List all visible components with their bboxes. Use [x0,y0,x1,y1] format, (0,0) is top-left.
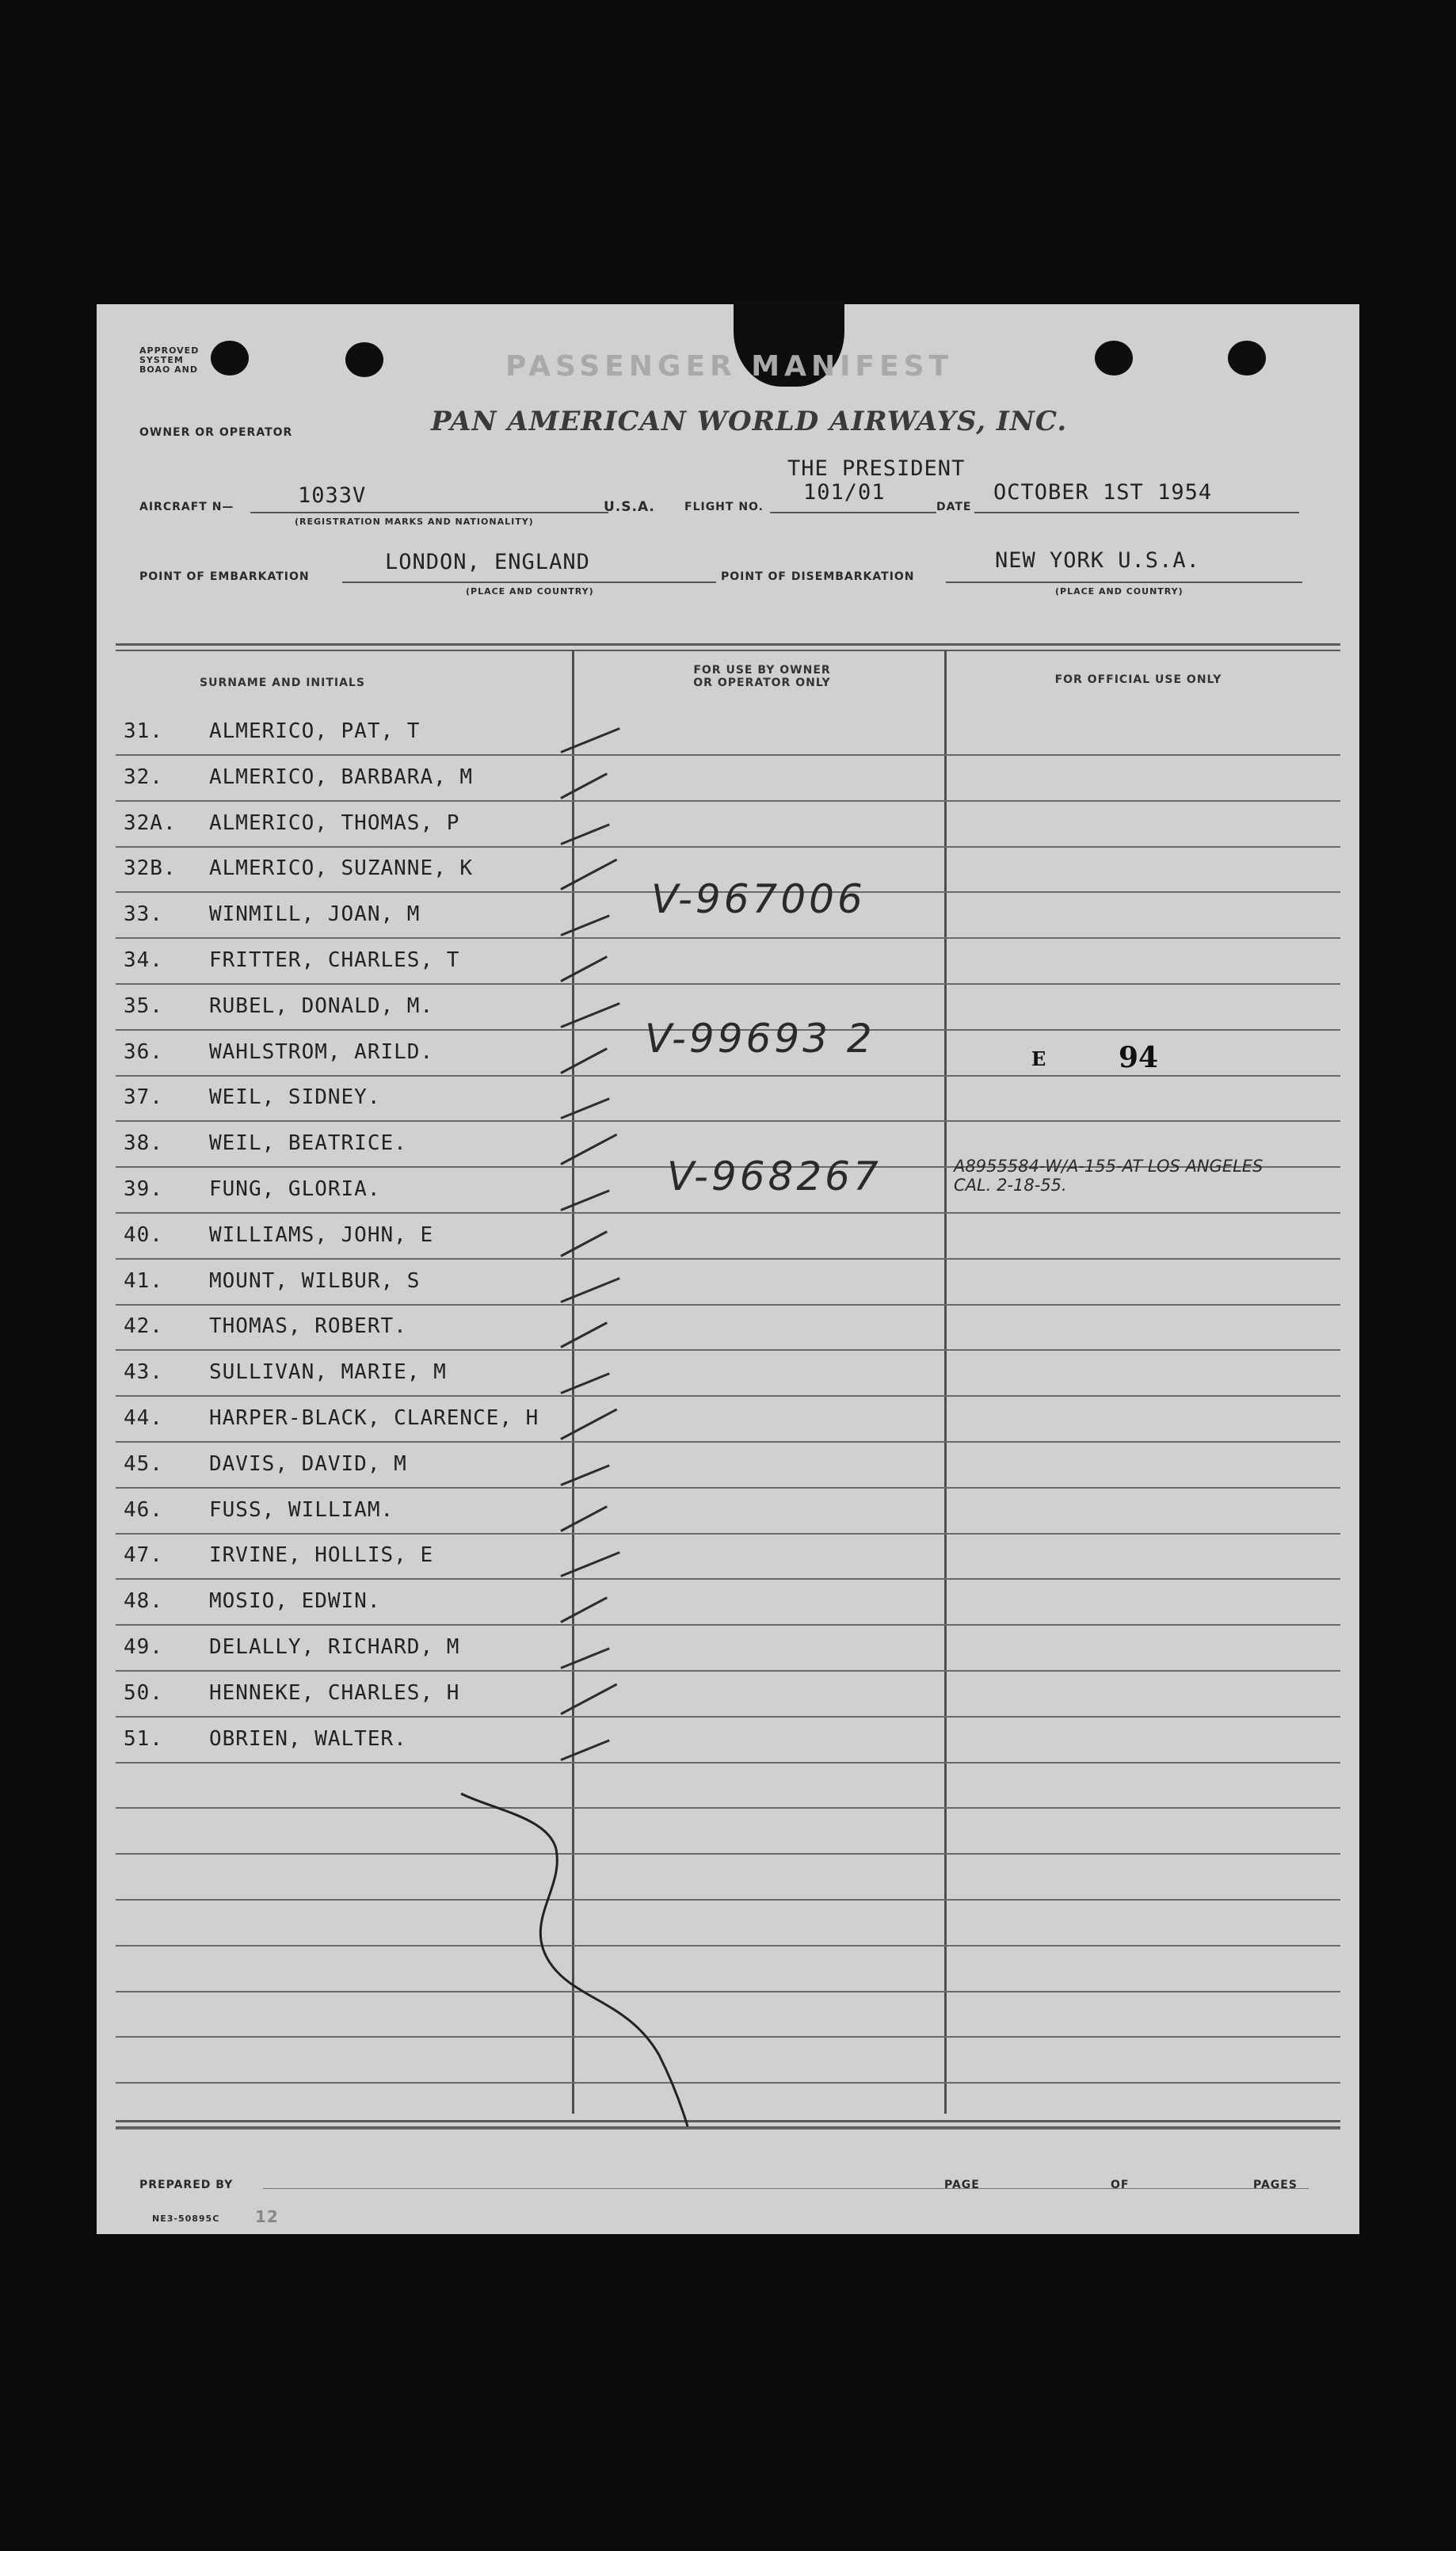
passenger-row [124,1085,381,1109]
passenger-row [124,902,420,926]
check-tick [560,1372,609,1394]
passenger-row [124,1498,394,1522]
passenger-name: IRVINE, HOLLIS, E [209,1543,434,1567]
row-line [116,1441,1340,1443]
registration-caption: (REGISTRATION MARKS AND NATIONALITY) [295,517,534,527]
check-tick [560,1647,609,1669]
check-tick [560,1409,617,1440]
check-tick [560,1684,617,1715]
row-line [116,1304,1340,1306]
row-line [116,2128,1340,2130]
passenger-name: MOSIO, EDWIN. [209,1589,381,1613]
passenger-row [124,856,473,880]
row-line [116,1624,1340,1626]
row-line [116,1762,1340,1764]
row-line [116,1899,1340,1901]
row-line [116,1578,1340,1580]
check-tick [560,823,609,845]
passenger-row [124,948,459,972]
check-tick [560,1277,619,1303]
check-tick [560,1739,609,1761]
footer-line [263,2188,1309,2189]
table-top-rule [116,650,1340,651]
table-bottom-rule [116,2120,1340,2122]
passenger-name: HARPER-BLACK, CLARENCE, H [209,1406,539,1430]
check-tick [560,1596,608,1623]
passenger-row [124,1131,407,1155]
punch-hole [1095,341,1133,376]
approval-line: SYSTEM [139,355,184,365]
of-label: OF [1111,2179,1130,2191]
disembark-label: POINT OF DISEMBARKATION [721,570,915,583]
row-line [116,1991,1340,1992]
row-line [116,1258,1340,1260]
passenger-row [124,1406,539,1430]
check-tick [560,1002,619,1028]
column-header-owner-1: FOR USE BY OWNER [693,664,831,677]
check-tick [560,1505,608,1532]
manifest-sheet [97,304,1359,2234]
visa-number-wahlstrom: V-99693 2 [645,1016,875,1062]
passenger-name: WEIL, BEATRICE. [209,1131,407,1155]
owner-label: OWNER OR OPERATOR [139,426,293,439]
passenger-name: WEIL, SIDNEY. [209,1085,381,1109]
aircraft-value: 1033V [298,483,367,508]
row-line [116,846,1340,848]
passenger-row [124,1177,381,1201]
passenger-number: 51. [124,1727,163,1751]
passenger-row [124,994,433,1018]
passenger-name: DAVIS, DAVID, M [209,1452,407,1476]
row-line [116,1853,1340,1855]
passenger-name: WILLIAMS, JOHN, E [209,1223,434,1247]
column-header-owner-2: OR OPERATOR ONLY [693,677,831,689]
form-mark: 12 [255,2207,279,2226]
passenger-number: 48. [124,1589,163,1613]
row-line [116,1395,1340,1397]
place-caption: (PLACE AND COUNTRY) [1055,586,1183,597]
punch-hole [211,341,249,376]
check-tick [560,772,608,799]
passenger-row [124,1223,433,1247]
check-tick [560,859,617,890]
passenger-name: FUNG, GLORIA. [209,1177,381,1201]
check-tick [560,1464,609,1486]
passenger-number: 39. [124,1177,163,1201]
row-line [116,1120,1340,1122]
table-top-rule [116,643,1340,646]
table-bottom-rule [116,2126,1340,2128]
row-line [116,1075,1340,1077]
passenger-name: SULLIVAN, MARIE, M [209,1360,447,1384]
official-note-line-2: CAL. 2-18-55. [954,1176,1067,1195]
row-line [116,983,1340,985]
embark-value: LONDON, ENGLAND [385,550,590,574]
passenger-number: 34. [124,948,163,972]
passenger-row [124,1314,407,1338]
punch-hole [1228,341,1266,376]
aircraft-label: AIRCRAFT N— [139,501,234,513]
passenger-number: 46. [124,1498,163,1522]
row-line [116,2082,1340,2084]
column-divider [944,650,947,2114]
check-tick [560,1097,609,1119]
row-line [116,2036,1340,2038]
column-header-official: FOR OFFICIAL USE ONLY [1054,673,1222,686]
check-tick [560,1230,608,1257]
passenger-number: 43. [124,1360,163,1384]
check-tick [560,1321,608,1348]
embark-label: POINT OF EMBARKATION [139,570,310,583]
flight-label: FLIGHT NO. [684,501,764,513]
passenger-number: 31. [124,719,163,743]
passenger-row [124,765,473,789]
passenger-row [124,1269,420,1293]
passenger-name: ALMERICO, BARBARA, M [209,765,474,789]
page-label: PAGE [944,2179,980,2191]
passenger-number: 32A. [124,811,177,835]
prepared-by-label: PREPARED BY [139,2179,234,2191]
passenger-row [124,1040,433,1064]
passenger-name: ALMERICO, THOMAS, P [209,811,460,835]
flight-underline [770,512,936,513]
passenger-name: WINMILL, JOAN, M [209,902,421,926]
aircraft-underline [250,512,608,513]
passenger-number: 33. [124,902,163,926]
row-line [116,1945,1340,1947]
date-value: OCTOBER 1ST 1954 [993,480,1213,505]
stamp-number: 94 [1119,1041,1159,1074]
passenger-number: 45. [124,1452,163,1476]
passenger-name: OBRIEN, WALTER. [209,1727,407,1751]
row-line [116,937,1340,939]
passenger-name: WAHLSTROM, ARILD. [209,1040,434,1064]
airline-name: PAN AMERICAN WORLD AIRWAYS, INC. [431,406,1068,437]
usa-text: U.S.A. [604,499,655,515]
visa-number-fung: V-968267 [667,1153,882,1199]
row-line [116,1807,1340,1809]
end-of-list-squiggle [445,1786,699,2134]
passenger-number: 40. [124,1223,163,1247]
passenger-number: 32B. [124,856,177,880]
passenger-row [124,1360,447,1384]
passenger-row [124,1635,459,1659]
check-tick [560,1047,608,1074]
passenger-number: 42. [124,1314,163,1338]
passenger-row [124,1681,459,1705]
passenger-name: DELALLY, RICHARD, M [209,1635,460,1659]
row-line [116,1670,1340,1672]
passenger-number: 38. [124,1131,163,1155]
passenger-name: FRITTER, CHARLES, T [209,948,460,972]
passenger-row [124,719,420,743]
passenger-row [124,811,459,835]
official-note-line-1: A8955584-W/A-155-AT LOS ANGELES [954,1157,1264,1176]
row-line [116,1533,1340,1535]
date-label: DATE [936,501,972,513]
check-tick [560,1551,619,1577]
passenger-number: 49. [124,1635,163,1659]
passenger-name: ALMERICO, PAT, T [209,719,421,743]
approval-line: BOAO AND [139,364,198,375]
passenger-number: 37. [124,1085,163,1109]
row-line [116,1487,1340,1489]
row-line [116,1716,1340,1718]
passenger-row [124,1589,381,1613]
place-caption: (PLACE AND COUNTRY) [466,586,594,597]
check-tick [560,1189,609,1211]
flight-value: 101/01 [803,480,886,505]
passenger-row [124,1543,433,1567]
embark-underline [342,582,716,583]
stamp-letter: E [1031,1047,1046,1070]
disembark-value: NEW YORK U.S.A. [995,548,1200,573]
passenger-name: ALMERICO, SUZANNE, K [209,856,474,880]
form-number: NE3-50895C [152,2214,220,2224]
date-underline [974,512,1299,513]
column-header-surname: SURNAME AND INITIALS [200,677,365,689]
passenger-name: FUSS, WILLIAM. [209,1498,394,1522]
flight-name: THE PRESIDENT [787,456,966,481]
punch-hole [345,342,383,377]
passenger-number: 41. [124,1269,163,1293]
row-line [116,1349,1340,1351]
passenger-name: THOMAS, ROBERT. [209,1314,407,1338]
passenger-number: 50. [124,1681,163,1705]
row-line [116,1212,1340,1214]
passenger-name: HENNEKE, CHARLES, H [209,1681,460,1705]
check-tick [560,914,609,936]
passenger-name: MOUNT, WILBUR, S [209,1269,421,1293]
passenger-number: 32. [124,765,163,789]
passenger-row [124,1727,407,1751]
visa-number-winmill: V-967006 [651,876,866,922]
passenger-number: 35. [124,994,163,1018]
passenger-name: RUBEL, DONALD, M. [209,994,434,1018]
row-line [116,800,1340,802]
pages-label: PAGES [1253,2179,1298,2191]
passenger-number: 36. [124,1040,163,1064]
disembark-underline [946,582,1302,583]
passenger-row [124,1452,407,1476]
check-tick [560,727,619,753]
check-tick [560,955,608,982]
approval-line: APPROVED [139,345,200,356]
passenger-number: 47. [124,1543,163,1567]
check-tick [560,1134,617,1165]
form-title: PASSENGER MANIFEST [505,350,954,383]
passenger-number: 44. [124,1406,163,1430]
row-line [116,754,1340,756]
